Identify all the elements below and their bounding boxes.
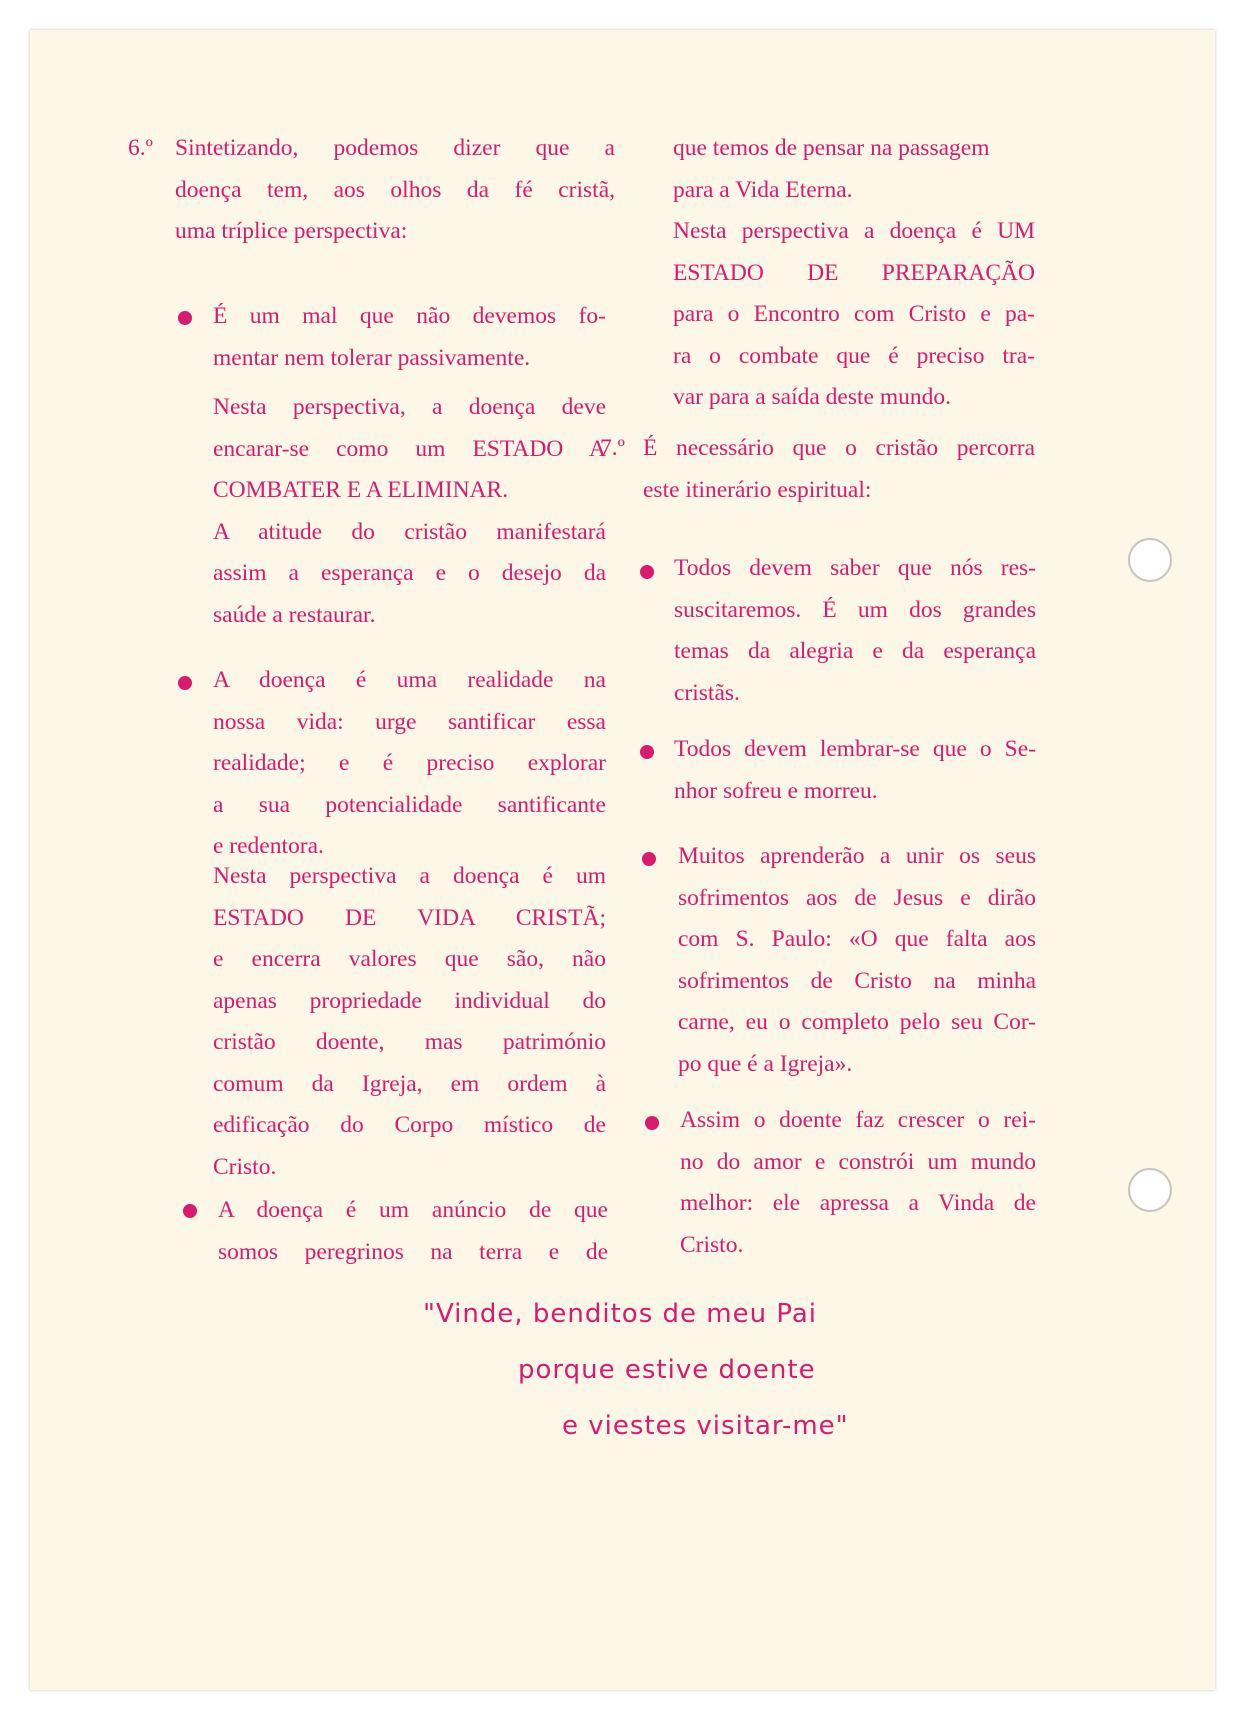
quote-line-2: porque estive doente bbox=[518, 1355, 816, 1385]
text-line: carne, eu o completo pelo seu Cor- bbox=[678, 1009, 1036, 1035]
text-line: Nesta perspectiva a doença é UM bbox=[673, 218, 1035, 244]
document-page bbox=[30, 30, 1215, 1690]
text-line: edificação do Corpo místico de bbox=[213, 1112, 606, 1138]
text-line: temas da alegria e da esperança bbox=[674, 638, 1036, 664]
bullet-1-paragraph bbox=[213, 387, 606, 636]
text-line: para o Encontro com Cristo e pa- bbox=[673, 301, 1035, 327]
bullet-3-text bbox=[218, 1190, 608, 1273]
text-line: nhor sofreu e morreu. bbox=[674, 777, 878, 804]
text-line: e redentora. bbox=[213, 833, 324, 859]
text-line: A atitude do cristão manifestará bbox=[213, 518, 606, 545]
text-line: saúde a restaurar. bbox=[213, 601, 376, 628]
text-line: melhor: ele apressa a Vinda de bbox=[680, 1190, 1036, 1216]
text-line: Muitos aprenderão a unir os seus bbox=[678, 843, 1036, 869]
quote-line-3: e viestes visitar-me" bbox=[562, 1411, 849, 1441]
text-line: É necessário que o cristão percorra bbox=[643, 435, 1035, 461]
text-line: A doença é um anúncio de que bbox=[218, 1197, 608, 1223]
right-bullet-3-text bbox=[678, 836, 1036, 1085]
text-line: para a Vida Eterna. bbox=[673, 176, 853, 203]
text-line: po que é a Igreja». bbox=[678, 1050, 853, 1077]
right-bullet-2-text bbox=[674, 729, 1036, 812]
bullet-2-text bbox=[213, 660, 606, 868]
quote-line-1: "Vinde, benditos de meu Pai bbox=[423, 1299, 818, 1329]
bullet-2-paragraph bbox=[213, 856, 606, 1188]
text-line: sofrimentos de Cristo na minha bbox=[678, 967, 1036, 994]
text-line: cristãs. bbox=[674, 679, 740, 706]
text-line: com S. Paulo: «O que falta aos bbox=[678, 926, 1036, 952]
text-line: que temos de pensar na passagem bbox=[673, 135, 990, 161]
text-line: Todos devem saber que nós res- bbox=[674, 555, 1036, 581]
text-line: suscitaremos. É um dos grandes bbox=[674, 596, 1036, 623]
text-line: apenas propriedade individual do bbox=[213, 987, 606, 1014]
section-7-number: 7.º bbox=[600, 435, 625, 461]
right-bullet-1-text bbox=[674, 548, 1036, 714]
right-bullet-4-text bbox=[680, 1100, 1036, 1266]
text-line: este itinerário espiritual: bbox=[643, 476, 872, 503]
right-top-text bbox=[673, 128, 1033, 211]
text-line: e encerra valores que são, não bbox=[213, 946, 606, 972]
text-line: a sua potencialidade santificante bbox=[213, 791, 606, 818]
text-line: É um mal que não devemos fo- bbox=[213, 303, 606, 329]
text-line: Cristo. bbox=[213, 1153, 277, 1180]
text-line: assim a esperança e o desejo da bbox=[213, 560, 606, 586]
right-paragraph bbox=[673, 211, 1035, 419]
text-line: var para a saída deste mundo. bbox=[673, 384, 951, 410]
bullet-dot bbox=[183, 1204, 197, 1218]
punch-hole bbox=[1128, 1168, 1172, 1212]
bullet-dot bbox=[640, 565, 654, 579]
text-line: A doença é uma realidade na bbox=[213, 667, 606, 693]
text-line: somos peregrinos na terra e de bbox=[218, 1238, 608, 1265]
text-line: uma tríplice perspectiva: bbox=[175, 218, 408, 244]
text-line: encarar-se como um ESTADO A bbox=[213, 435, 606, 462]
text-line: Cristo. bbox=[680, 1231, 744, 1258]
section-6-number: 6.º bbox=[128, 135, 153, 161]
punch-hole bbox=[1128, 538, 1172, 582]
text-line: ESTADO DE VIDA CRISTÃ; bbox=[213, 904, 606, 931]
text-line: sofrimentos aos de Jesus e dirão bbox=[678, 884, 1036, 911]
section-7-text bbox=[643, 428, 1035, 511]
text-line: doença tem, aos olhos da fé cristã, bbox=[175, 176, 615, 203]
bullet-dot bbox=[178, 311, 192, 325]
bullet-dot bbox=[640, 745, 654, 759]
text-line: no do amor e constrói um mundo bbox=[680, 1148, 1036, 1175]
text-line: nossa vida: urge santificar essa bbox=[213, 708, 606, 735]
text-line: Todos devem lembrar-se que o Se- bbox=[674, 736, 1036, 762]
text-line: mentar nem tolerar passivamente. bbox=[213, 344, 531, 371]
text-line: COMBATER E A ELIMINAR. bbox=[213, 477, 509, 503]
text-line: realidade; e é preciso explorar bbox=[213, 750, 606, 776]
text-line: Sintetizando, podemos dizer que a bbox=[175, 135, 615, 161]
section-6-text bbox=[175, 128, 615, 253]
text-line: comum da Igreja, em ordem à bbox=[213, 1070, 606, 1097]
text-line: cristão doente, mas património bbox=[213, 1029, 606, 1055]
text-line: ra o combate que é preciso tra- bbox=[673, 342, 1035, 369]
bullet-1-text bbox=[213, 296, 606, 379]
text-line: Nesta perspectiva, a doença deve bbox=[213, 394, 606, 420]
bullet-dot bbox=[642, 852, 656, 866]
text-line: ESTADO DE PREPARAÇÃO bbox=[673, 259, 1035, 286]
text-line: Nesta perspectiva a doença é um bbox=[213, 863, 606, 889]
bullet-dot bbox=[178, 676, 192, 690]
text-line: Assim o doente faz crescer o rei- bbox=[680, 1107, 1036, 1133]
bullet-dot bbox=[645, 1116, 659, 1130]
